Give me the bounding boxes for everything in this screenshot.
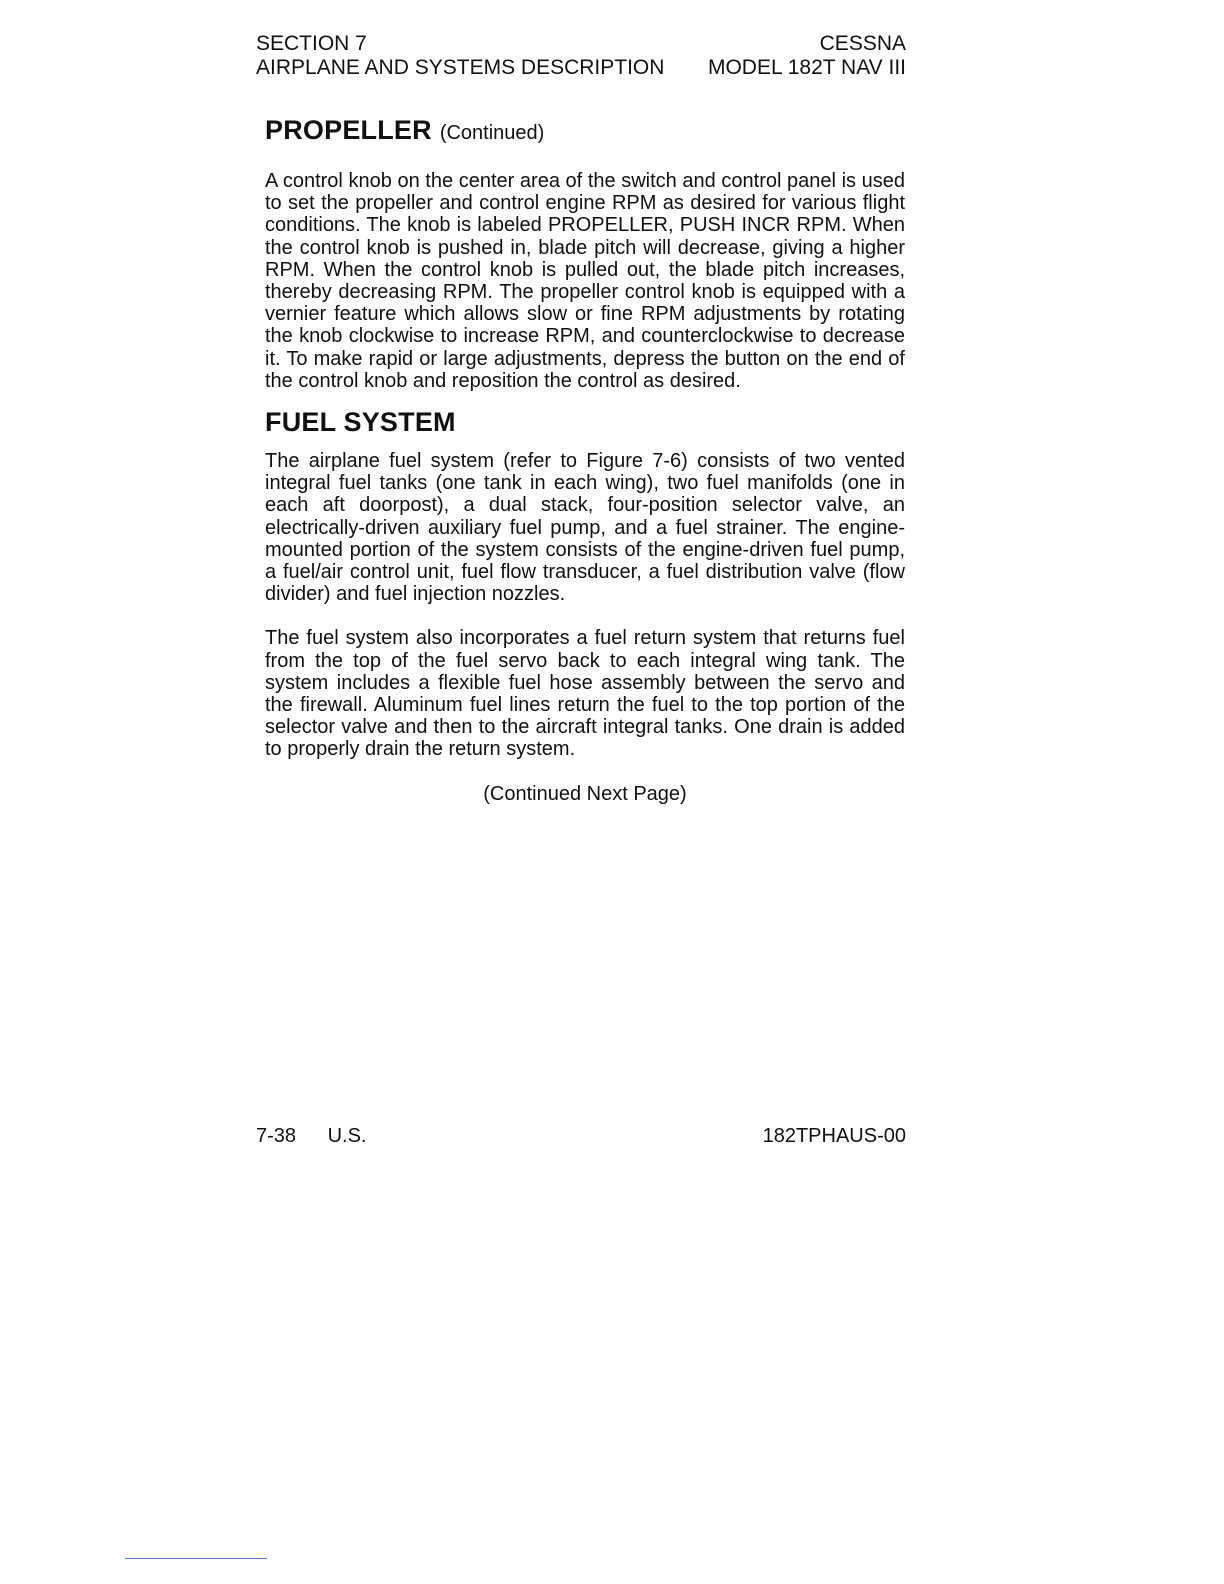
header-section-title: AIRPLANE AND SYSTEMS DESCRIPTION [256, 56, 665, 79]
header-manufacturer: CESSNA [819, 32, 906, 55]
fuel-system-title: FUEL SYSTEM [265, 407, 456, 438]
footer-left [256, 1124, 367, 1148]
page-header [256, 32, 906, 80]
header-model: MODEL 182T NAV III [707, 56, 906, 79]
fuel-system-paragraph-1: The airplane fuel system (refer to Figure 7-6) consists of two vented integral fuel tanks (one tank in each wing), two fuel manifolds (one in each aft doorpost), a dual stack, four-position selector valve, an electrically-driven auxiliary fuel pump, and a fuel strainer. The engine-mounted portion of the system consists of the engine-driven fuel pump, a fuel/air control unit, fuel flow transducer, a fuel distribution valve (flow divider) and fuel injection nozzles. [265, 450, 905, 606]
header-row-top [256, 32, 906, 56]
propeller-continued-label: (Continued) [439, 122, 545, 144]
page-footer [256, 1124, 906, 1148]
footer-document-code: 182TPHAUS-00 [762, 1125, 906, 1147]
page-content [265, 112, 905, 805]
fuel-system-paragraph-2: The fuel system also incorporates a fuel return system that returns fuel from the top of the fuel servo back to each integral wing tank. The system includes a flexible fuel hose assembly between the servo and the firewall. Aluminum fuel lines return the fuel to the top portion of the selector valve and then to the aircraft integral tanks. One drain is added to properly drain the return system. [265, 627, 905, 761]
propeller-heading [265, 112, 905, 148]
bottom-rule-divider [125, 1558, 267, 1559]
propeller-title: PROPELLER [265, 115, 432, 145]
footer-page-number: 7-38 [256, 1125, 297, 1147]
fuel-system-heading [265, 404, 905, 440]
header-section: SECTION 7 [256, 32, 367, 55]
footer-country: U.S. [327, 1125, 367, 1147]
header-row-bottom [256, 56, 906, 80]
propeller-paragraph: A control knob on the center area of the switch and control panel is used to set the propeller and control engine RPM as desired for various flight conditions. The knob is labeled PROPELLER, PUSH INCR RPM. When the control knob is pushed in, blade pitch will decrease, giving a higher RPM. When the control knob is pulled out, the blade pitch increases, thereby decreasing RPM. The propeller control knob is equipped with a vernier feature which allows slow or fine RPM adjustments by rotating the knob clockwise to increase RPM, and counterclockwise to decrease it. To make rapid or large adjustments, depress the button on the end of the control knob and reposition the control as desired. [265, 170, 905, 392]
continued-next-page: (Continued Next Page) [483, 782, 687, 805]
